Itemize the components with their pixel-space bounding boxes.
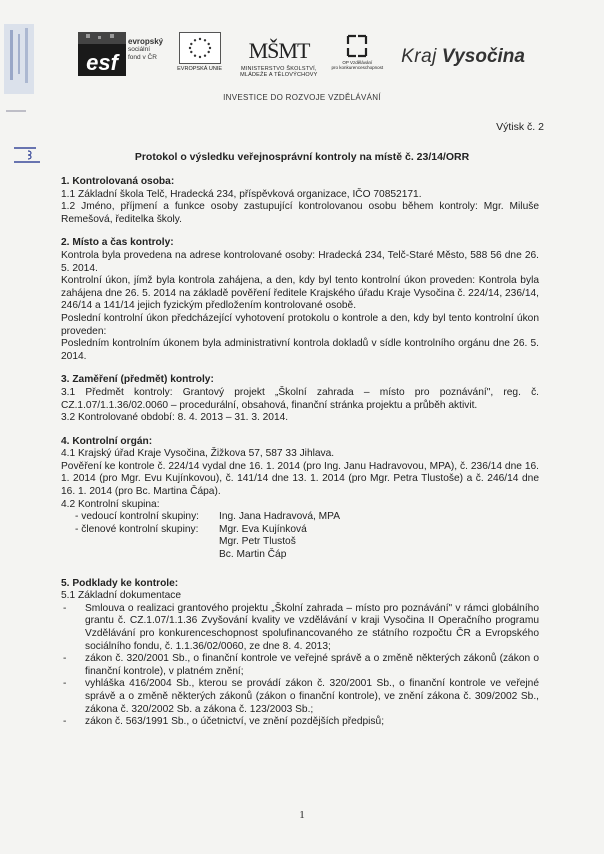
registration-stamp-strip xyxy=(0,20,40,130)
document-body xyxy=(61,176,539,729)
skupina-label: - vedoucí kontrolní skupiny: xyxy=(75,511,200,523)
esf-logo-mark xyxy=(78,32,126,76)
section-3-p1: 3.1 Předmět kontroly: Grantový projekt „Školní zahrada – místo pro poznávání", reg. č. CZ.1.07/1.1.36/02.0060 – procedurální, obsahová, finanční stránka projektu a průběh aktivit. xyxy=(61,386,539,411)
section-1-heading: 1. Kontrolovaná osoba: xyxy=(61,176,175,187)
skupina-label-empty xyxy=(61,536,219,549)
section-1-p1: 1.1 Základní škola Telč, Hradecká 234, příspěvková organizace, IČO 70852171. xyxy=(61,188,422,200)
list-item: - zákon č. 563/1991 Sb., o účetnictví, ve znění pozdějších předpisů; xyxy=(61,716,539,729)
svg-text:MŠMT: MŠMT xyxy=(248,38,310,63)
skupina-row-clen xyxy=(61,536,539,549)
esf-line2: sociální xyxy=(128,46,151,53)
eu-flag-icon xyxy=(179,32,221,64)
skupina-label: - členové kontrolní skupiny: xyxy=(75,523,199,535)
msmt-logo-mark xyxy=(248,32,310,66)
msmt-line1: MINISTERSTVO ŠKOLSTVÍ, xyxy=(241,66,317,72)
section-4-p3: 4.2 Kontrolní skupina: xyxy=(61,498,160,510)
esf-line1: evropský xyxy=(128,37,164,46)
section-3-heading: 3. Zaměření (předmět) kontroly: xyxy=(61,374,214,386)
kraj-word: Kraj xyxy=(401,46,437,67)
section-5-p1: 5.1 Základní dokumentace xyxy=(61,590,182,602)
op-label xyxy=(332,60,384,70)
skupina-row-vedouci xyxy=(61,511,539,524)
kraj-vysocina-logo xyxy=(401,46,525,68)
skupina-value: Bc. Martin Čáp xyxy=(219,549,287,561)
document-title: Protokol o výsledku veřejnosprávní kontroly na místě č. 23/14/ORR xyxy=(134,151,470,163)
section-2-p3: Poslední kontrolní úkon předcházející vyhotovení protokolu o kontrole a den, kdy byl tento kontrolní úkon proveden: xyxy=(61,312,539,337)
list-item: - zákon č. 320/2001 Sb., o finanční kontrole ve veřejné správě a o změně některých zákonů (zákon o finanční kontrole), v platném znění; xyxy=(61,653,539,678)
skupina-value: Ing. Jana Hadravová, MPA xyxy=(219,511,340,523)
esf-logo-text xyxy=(128,38,163,62)
copy-number: Výtisk č. 2 xyxy=(496,121,544,133)
section-3-p2: 3.2 Kontrolované období: 8. 4. 2013 – 31. 3. 2014. xyxy=(61,412,289,424)
podklady-list xyxy=(61,603,539,729)
investice-slogan: INVESTICE DO ROZVOJE VZDĚLÁVÁNÍ xyxy=(223,93,381,102)
op-logo xyxy=(332,32,384,70)
msmt-line2: MLÁDEŽE A TĚLOVÝCHOVY xyxy=(240,72,318,78)
section-4-heading: 4. Kontrolní orgán: xyxy=(61,435,153,447)
op-line2: pro konkurenceschopnost xyxy=(331,65,384,70)
skupina-label-empty xyxy=(61,549,219,562)
esf-line3: fond v ČR xyxy=(128,54,157,61)
section-2-p4: Posledním kontrolním úkonem byla administrativní kontrola dokladů v sídle kontrolního orgánu dne 26. 5. 2014. xyxy=(61,338,539,362)
section-2-heading: 2. Místo a čas kontroly: xyxy=(61,237,174,249)
op-line1: OP Vzdělávání xyxy=(342,60,373,65)
esf-logo xyxy=(78,32,163,76)
skupina-row-clenove xyxy=(61,524,539,537)
section-1-p2: 1.2 Jméno, příjmení a funkce osoby zastupující kontrolovanou osobu během kontroly: Mgr. Miluše Remešová, ředitelka školy. xyxy=(61,201,539,225)
svg-text:esf: esf xyxy=(86,50,118,75)
section-4-p1: 4.1 Krajský úřad Kraje Vysočina, Žižkova 57, 587 33 Jihlava. xyxy=(61,448,335,460)
section-2-p1: Kontrola byla provedena na adrese kontrolované osoby: Hradecká 234, Telč-Staré Město, 588 56 dne 26. 5. 2014. xyxy=(61,249,539,274)
msmt-label xyxy=(240,66,317,78)
skupina-value: Mgr. Eva Kujínková xyxy=(219,523,307,535)
skupina-row-clen xyxy=(61,549,539,562)
page-number: 1 xyxy=(299,809,305,821)
op-logo-mark xyxy=(342,32,372,60)
list-item: - vyhláška 416/2004 Sb., kterou se provádí zákon č. 320/2001 Sb., o finanční kontrole ve veřejné správě a o změně některých zákonů (zákon o finanční kontrole), ve znění zákona č. 309/2002 Sb., zákona č. 320/2002 Sb. a zákona č. 123/2003 Sb.; xyxy=(61,678,539,716)
header-logos xyxy=(78,32,538,88)
vysocina-word: Vysočina xyxy=(441,46,525,67)
section-2-p2: Kontrolní úkon, jímž byla kontrola zahájena, a den, kdy byl tento kontrolní úkon proveden: Kontrola byla zahájena dne 26. 5. 2014 na základě pověření ředitele Krajského úřadu Kraje Vysočina č. 224/14, 236/14, 246/14 a 141/14 jejich fyzickým předložením kontrolované osobě. xyxy=(61,275,539,312)
section-5-heading: 5. Podklady ke kontrole: xyxy=(61,577,179,589)
list-item: - Smlouva o realizaci grantového projektu „Školní zahrada – místo pro poznávání" v rámci globálního grantu č. CZ.1.07/1.1.36 Zvyšování kvality ve vzdělávání v kraji Vysočina II Operačního programu Vzdělávání pro konkurenceschopnost spolufinancovaného ze státního rozpočtu ČR a Evropského sociálního fondu, č. 1.1.36/02/0060, ze dne 8. 4. 2013; xyxy=(61,603,539,653)
eu-label: EVROPSKÁ UNIE xyxy=(177,66,223,72)
skupina-value: Mgr. Petr Tlustoš xyxy=(219,536,296,548)
section-4-p2: Pověření ke kontrole č. 224/14 vydal dne 16. 1. 2014 (pro Ing. Janu Hadravovou, MPA), č. 236/14 dne 16. 1. 2014 (pro Mgr. Evu Kujínkovou), č. 141/14 dne 13. 1. 2014 (pro Mgr. Petra Tlustoše) a č. 246/14 dne 16. 1. 2014 (pro Bc. Martina Čápa). xyxy=(61,460,539,498)
msmt-logo xyxy=(240,32,317,78)
eu-logo xyxy=(177,32,222,72)
